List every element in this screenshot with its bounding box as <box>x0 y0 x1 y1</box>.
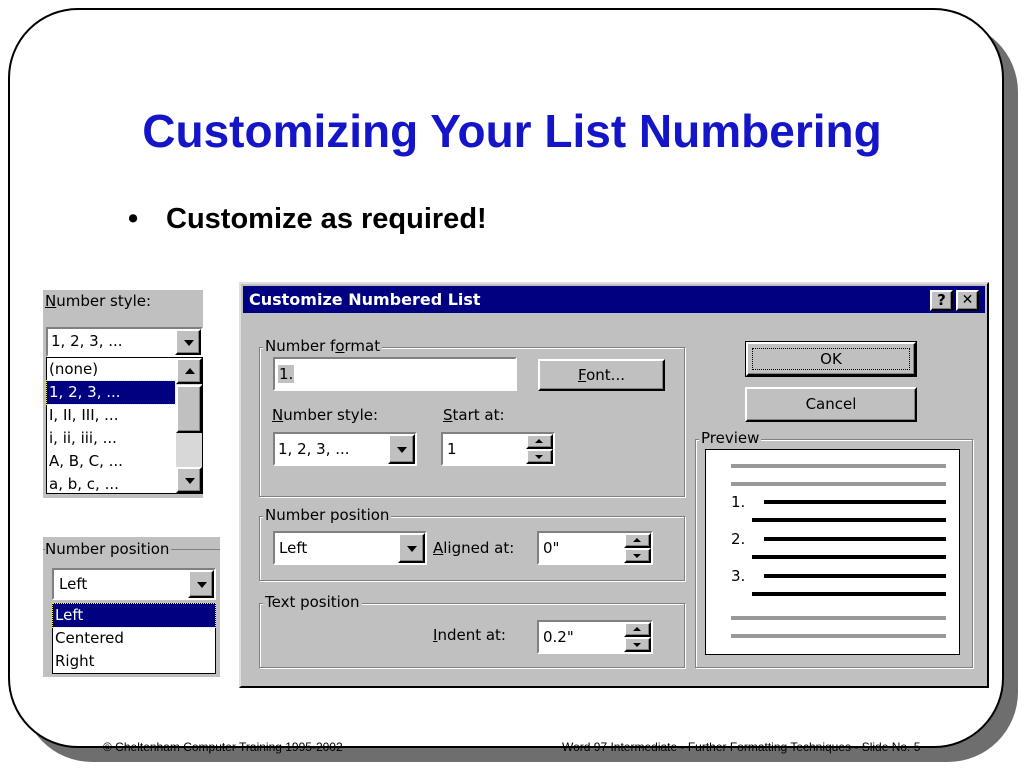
cancel-button[interactable]: Cancel <box>745 387 917 422</box>
preview-group-label: Preview <box>701 429 760 447</box>
number-position-combo-value: Left <box>279 539 308 557</box>
start-at-up-button[interactable] <box>526 434 553 449</box>
number-style-label: Number style: <box>272 406 379 424</box>
scroll-up-button[interactable] <box>176 358 202 384</box>
chevron-up-icon <box>633 627 641 631</box>
bullet-item <box>128 203 487 236</box>
scroll-thumb[interactable] <box>176 385 202 433</box>
list-item[interactable]: i, ii, iii, ... <box>49 429 117 447</box>
help-button[interactable] <box>930 290 953 311</box>
list-item[interactable]: 1, 2, 3, ... <box>47 381 175 404</box>
aligned-at-down-button[interactable] <box>624 548 651 563</box>
preview-text-line <box>764 500 946 504</box>
preview-text-line <box>764 537 946 541</box>
ok-button-face <box>746 342 916 376</box>
list-item[interactable]: Left <box>53 604 215 627</box>
chevron-down-icon <box>197 582 207 588</box>
preview-number: 1. <box>731 493 746 511</box>
preview-number: 2. <box>731 530 746 548</box>
start-at-down-button[interactable] <box>526 449 553 464</box>
indent-at-up-button[interactable] <box>624 622 651 637</box>
preview-gray-line <box>731 482 946 486</box>
chevron-up-icon <box>633 538 641 542</box>
ok-button-label: OK <box>753 349 909 369</box>
chevron-down-icon <box>397 447 407 453</box>
number-position-inset-label: Number position <box>45 540 170 558</box>
number-format-input[interactable] <box>273 357 517 391</box>
chevron-down-icon <box>407 546 417 552</box>
number-style-inset-dropdown-button[interactable] <box>175 329 201 355</box>
scroll-down-button[interactable] <box>176 467 202 493</box>
list-item[interactable]: Right <box>55 652 95 670</box>
dialog-titlebar <box>243 286 985 313</box>
number-format-input-value: 1. <box>279 365 294 383</box>
list-item[interactable]: a, b, c, ... <box>49 475 119 493</box>
preview-number: 3. <box>731 567 746 585</box>
preview-text-line <box>764 574 946 578</box>
bullet-dot: • <box>128 203 139 235</box>
indent-at-label: Indent at: <box>433 626 506 644</box>
number-style-inset-options <box>47 358 175 496</box>
chevron-down-icon <box>633 643 641 647</box>
chevron-down-icon <box>633 554 641 558</box>
number-position-dropdown-button[interactable] <box>398 533 425 563</box>
preview-text-line <box>752 592 946 596</box>
scrollbar[interactable] <box>176 358 202 493</box>
dialog-title: Customize Numbered List <box>249 290 481 309</box>
preview-gray-line <box>731 464 946 468</box>
help-icon: ? <box>937 291 946 309</box>
ok-button[interactable] <box>745 341 917 377</box>
number-style-combo[interactable] <box>273 432 417 466</box>
list-item[interactable]: (none) <box>49 360 99 378</box>
number-position-combo[interactable] <box>273 531 427 565</box>
bullet-text: Customize as required! <box>166 203 487 235</box>
preview-gray-line <box>731 616 946 620</box>
number-style-inset-combo-value: 1, 2, 3, ... <box>51 332 123 350</box>
preview-gray-line <box>731 634 946 638</box>
list-item[interactable]: Centered <box>55 629 124 647</box>
number-style-inset-combo[interactable] <box>46 327 203 357</box>
chevron-down-icon <box>185 478 195 484</box>
aligned-at-label: Aligned at: <box>433 539 515 557</box>
number-position-inset-combo-value: Left <box>59 575 88 593</box>
start-at-spinner[interactable] <box>441 432 555 466</box>
list-item[interactable]: I, II, III, ... <box>49 406 119 424</box>
start-at-label: Start at: <box>443 406 505 424</box>
number-position-inset-combo[interactable] <box>52 568 216 600</box>
chevron-down-icon <box>184 340 194 346</box>
number-style-inset-list <box>46 357 203 494</box>
number-style-inset-label: Number style: <box>45 292 152 310</box>
font-button[interactable]: Font... <box>538 359 665 391</box>
aligned-at-up-button[interactable] <box>624 533 651 548</box>
number-position-inset <box>43 537 220 677</box>
preview-text-line <box>752 555 946 559</box>
start-at-value: 1 <box>447 440 457 458</box>
chevron-down-icon <box>535 455 543 459</box>
aligned-at-spinner[interactable] <box>537 531 653 565</box>
number-position-inset-dropdown-button[interactable] <box>188 570 214 598</box>
chevron-up-icon <box>535 439 543 443</box>
number-style-dropdown-button[interactable] <box>388 434 415 464</box>
aligned-at-value: 0" <box>543 539 560 557</box>
indent-at-spinner[interactable] <box>537 620 653 654</box>
chevron-up-icon <box>185 368 195 374</box>
customize-numbered-list-dialog <box>239 282 989 688</box>
footer-slide-info: Word 97 Intermediate - Further Formatting Techniques - Slide No. 5 <box>562 740 921 754</box>
number-style-combo-value: 1, 2, 3, ... <box>278 440 350 458</box>
footer-copyright: © Cheltenham Computer Training 1995-2002 <box>103 740 343 754</box>
number-format-group-label: Number format <box>265 337 381 355</box>
list-item[interactable]: A, B, C, ... <box>49 452 123 470</box>
preview-pane <box>705 449 960 655</box>
preview-text-line <box>752 518 946 522</box>
indent-at-value: 0.2" <box>543 628 574 646</box>
close-icon: ✕ <box>961 292 974 308</box>
number-position-inset-list <box>52 603 216 674</box>
close-button[interactable] <box>956 290 979 311</box>
number-position-group-label: Number position <box>265 506 390 524</box>
indent-at-down-button[interactable] <box>624 637 651 652</box>
slide-title: Customizing Your List Numbering <box>142 105 882 157</box>
number-style-inset <box>43 290 203 498</box>
text-position-group-label: Text position <box>265 593 360 611</box>
